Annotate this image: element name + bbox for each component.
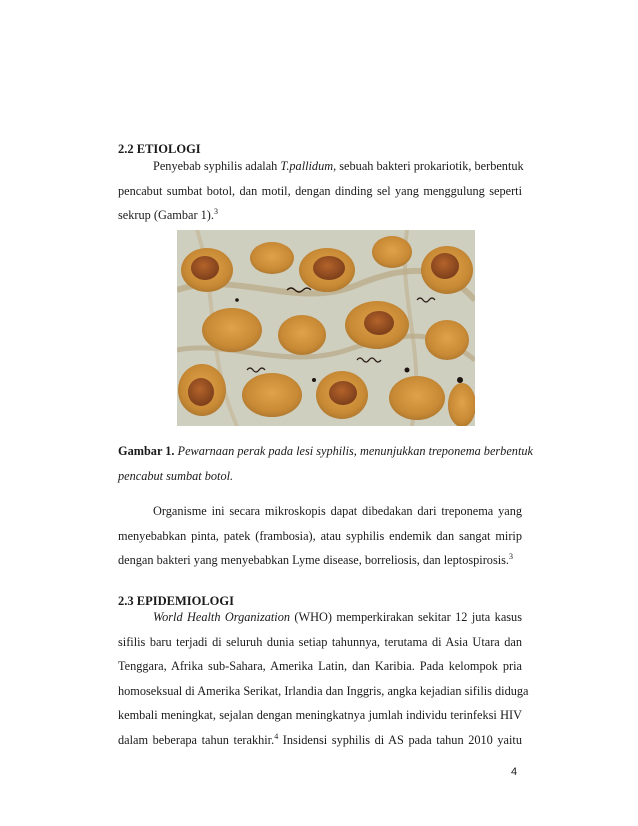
citation-superscript: 4 — [274, 731, 279, 741]
paragraph-line: kembali meningkat, sejalan dengan meningkatnya jumlah individu terinfeksi HIV — [118, 708, 522, 722]
organization-name: World Health Organization — [153, 610, 291, 624]
silver-stain-micrograph-image — [177, 230, 475, 426]
species-name: T.pallidum — [280, 159, 334, 173]
paragraph-line: Penyebab syphilis adalah T.pallidum, sebuah bakteri prokariotik, berbentuk — [153, 159, 524, 173]
paragraph-line: World Health Organization (WHO) memperkirakan sekitar 12 juta kasus — [153, 610, 522, 624]
paragraph-line: Organisme ini secara mikroskopis dapat dibedakan dari treponema yang — [153, 504, 522, 518]
etiologi-paragraph — [118, 154, 522, 228]
epidemiologi-paragraph — [118, 605, 529, 752]
paragraph-line: dengan bakteri yang menyebabkan Lyme disease, borreliosis, dan leptospirosis.$^3$ — [118, 551, 514, 567]
paragraph-line: sifilis baru terjadi di seluruh dunia setiap tahunnya, terutama di Asia Utara dan — [118, 634, 522, 649]
paragraph-line: homoseksual di Amerika Serikat, Irlandia dan Inggris, angka kejadian sifilis diduga — [118, 683, 529, 698]
caption-line: Gambar 1. Pewarnaan perak pada lesi syphilis, menunjukkan treponema berbentuk — [118, 444, 533, 458]
paragraph-line: sekrup (Gambar 1).$^3$ — [118, 206, 218, 222]
section-heading-epidemiologi: 2.3 EPIDEMIOLOGI — [118, 594, 234, 608]
paragraph-line: dalam beberapa tahun terakhir.$^4$ Insidensi syphilis di AS pada tahun 2010 yaitu — [118, 731, 522, 747]
paragraph-line: pencabut sumbat botol, dan motil, dengan dinding sel yang menggulung seperti — [118, 183, 522, 198]
caption-line: pencabut sumbat botol. — [118, 468, 234, 483]
figure-caption — [118, 439, 533, 488]
micrograph-figure — [177, 230, 475, 426]
section-heading-etiologi: 2.2 ETIOLOGI — [118, 142, 201, 156]
figure-label: Gambar 1. — [118, 444, 175, 458]
paragraph-line: menyebabkan pinta, patek (frambosia), atau syphilis endemik dan sangat mirip — [118, 528, 522, 543]
citation-superscript: 3 — [509, 551, 514, 561]
page-number: 4 — [511, 766, 518, 778]
organism-paragraph — [118, 499, 522, 573]
citation-superscript: 3 — [213, 206, 218, 216]
paragraph-line: Tenggara, Afrika sub-Sahara, Amerika Latin, dan Karibia. Pada kelompok pria — [118, 659, 522, 673]
